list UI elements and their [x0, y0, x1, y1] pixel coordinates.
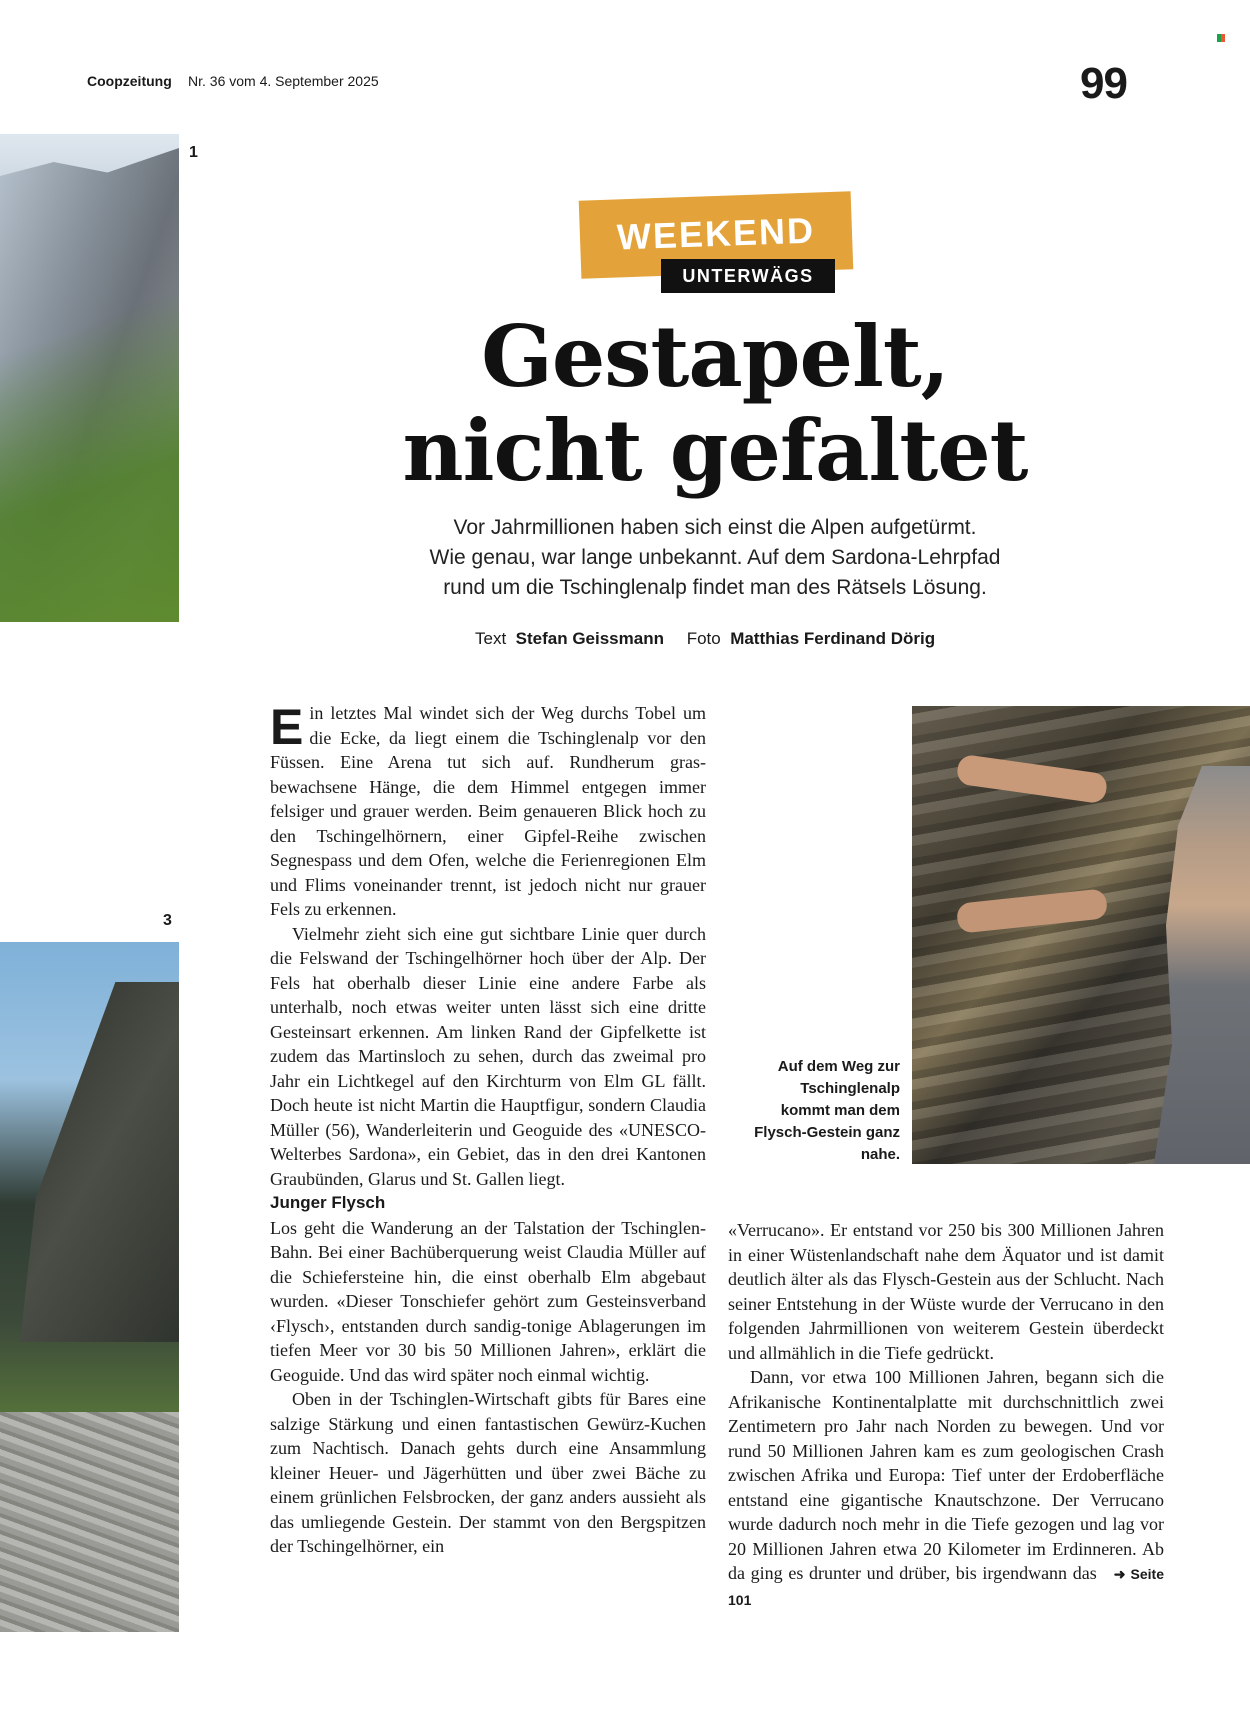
gorge-path-photo-3: [0, 942, 179, 1632]
photo-author: Matthias Ferdinand Dörig: [730, 629, 936, 648]
paragraph-1: [270, 701, 706, 922]
continue-link[interactable]: ➜ Seite 101: [728, 1566, 1165, 1608]
byline: [475, 629, 935, 649]
issue-info: Nr. 36 vom 4. September 2025: [188, 73, 379, 89]
text-label: Text: [475, 629, 507, 648]
article-column-2: [728, 1218, 1164, 1612]
weekend-badge: WEEKEND: [579, 191, 854, 278]
drop-cap: E: [270, 699, 304, 755]
subheading: Junger Flysch: [270, 1193, 386, 1212]
paragraph-6: [728, 1365, 1164, 1612]
headline-line-1: Gestapelt,: [481, 307, 949, 406]
paragraph-2: Vielmehr zieht sich eine gut sichtbare Linie quer durch die Felswand der Tschingelhörner hoch über der Alp. Der Fels hat oberhalb dieser Linie eine andere Farbe als unterhalb, noch etwas weiter unten lässt sich eine dritte Gesteinsart erkennen. Am linken Rand der Gipfelkette ist zudem das Martinsloch zu sehen, durch das zweimal pro Jahr ein Lichtkegel auf den Kirchturm von Elm GL fällt. Doch heute ist nicht Martin die Hauptfigur, sondern Claudia Müller (56), Wanderleiterin und Geoguide des «UNESCO-Welterbes Sardona», ein Gebiet, das in den drei Kantonen Graubünden, Glarus und St. Gallen liegt.: [270, 923, 706, 1189]
lead-line-3: rund um die Tschinglenalp findet man des Rätsels Lösung.: [443, 576, 987, 599]
photo-label: Foto: [686, 629, 721, 648]
paragraph-6-text: Dann, vor etwa 100 Millionen Jahren, begann sich die Afrikanische Kontinentalplatte mit durchschnittlich zwei Zentimetern pro Jahr nach Norden zu bewegen. Und vor rund 50 Millionen Jahren kam es zum geologischen Crash zwischen Afrika und Europa: Tief unter der Erdoberfläche entstand eine gigantische Knautschzone. Der Verrucano wurde dadurch noch mehr in die Tiefe gezogen und lag vor 20 Millionen Jahren etwa 20 Kilometer im Erdinneren. Ab da ging es drunter und drüber, bis irgendwann das: [728, 1367, 1164, 1583]
paragraph-3: Los geht die Wanderung an der Talstation der Tschinglen-Bahn. Bei einer Bachüberquerung weist Claudia Müller auf die Schiefersteine hin, die einst oberhalb Elm abgebaut wurden. «Dieser Tonschiefer gehört zum Gesteinsverband ‹Flysch›, entstanden durch sandig-tonige Ablagerungen im tiefen Meer vor 30 bis 50 Millionen Jahren», erklärt die Geoguide. Und das wird später noch einmal wichtig.: [270, 1217, 706, 1385]
flysch-rock-photo: [912, 706, 1250, 1164]
mountain-photo-1: [0, 134, 179, 622]
photo-number-3: 3: [163, 912, 172, 929]
lead-line-2: Wie genau, war lange unbekannt. Auf dem Sardona-Lehrpfad: [429, 546, 1001, 569]
paragraph-4: Oben in der Tschinglen-Wirtschaft gibts für Bares eine salzige Stärkung und einen fantastischen Gewürz-Kuchen zum Nachtisch. Danach gehts durch eine Ansammlung kleiner Heuer- und Jägerhütten und über zwei Bäche zu einem grünlichen Felsbrocken, der ganz anders aussieht als das umliegende Gestein. Der stammt von den Bergspitzen der Tschingelhörner, ein: [270, 1389, 706, 1556]
lead-paragraph: [330, 513, 1100, 603]
paragraph-1-text: in letztes Mal windet sich der Weg durchs Tobel um die Ecke, da liegt einem die Tschinglenalp vor den Füssen. Eine Arena tut sich auf. Rundherum grasbewachsene Hänge, die dem Himmel entgegen immer felsiger und grauer werden. Beim genaueren Blick hoch zu den Tschingelhörnern, einer Gipfel-Reihe zwischen Segnespass und dem Ofen, welche die Ferienregionen Elm und Flims voneinander trennt, ist jedoch nicht nur grauer Fels zu erkennen.: [270, 703, 706, 919]
lead-line-1: Vor Jahrmillionen haben sich einst die Alpen aufgetürmt.: [453, 516, 977, 539]
headline-line-2: nicht gefaltet: [402, 401, 1028, 500]
photo-caption: Auf dem Weg zur Tschinglenalp kommt man dem Flysch-Gestein ganz nahe.: [754, 1058, 900, 1163]
page-number: 99: [1080, 59, 1127, 108]
headline: [300, 307, 1130, 500]
unterwaegs-badge: UNTERWÄGS: [661, 259, 835, 293]
paragraph-5: «Verrucano». Er entstand vor 250 bis 300 Millionen Jahren in einer Wüstenlandschaft nahe dem Äquator und ist damit deutlich älter als das Flysch-Gestein aus der Schlucht. Nach seiner Entstehung in der Wüste wurde der Verrucano in den folgenden Jahrmillionen von weiterem Gestein überdeckt und allmählich in die Tiefe gedrückt.: [728, 1220, 1164, 1363]
publication-name: Coopzeitung: [87, 73, 172, 89]
photo-number-1: 1: [189, 144, 198, 161]
article-column-1: [270, 701, 706, 1559]
text-author: Stefan Geissmann: [515, 629, 664, 648]
corner-mark: [1217, 34, 1225, 42]
